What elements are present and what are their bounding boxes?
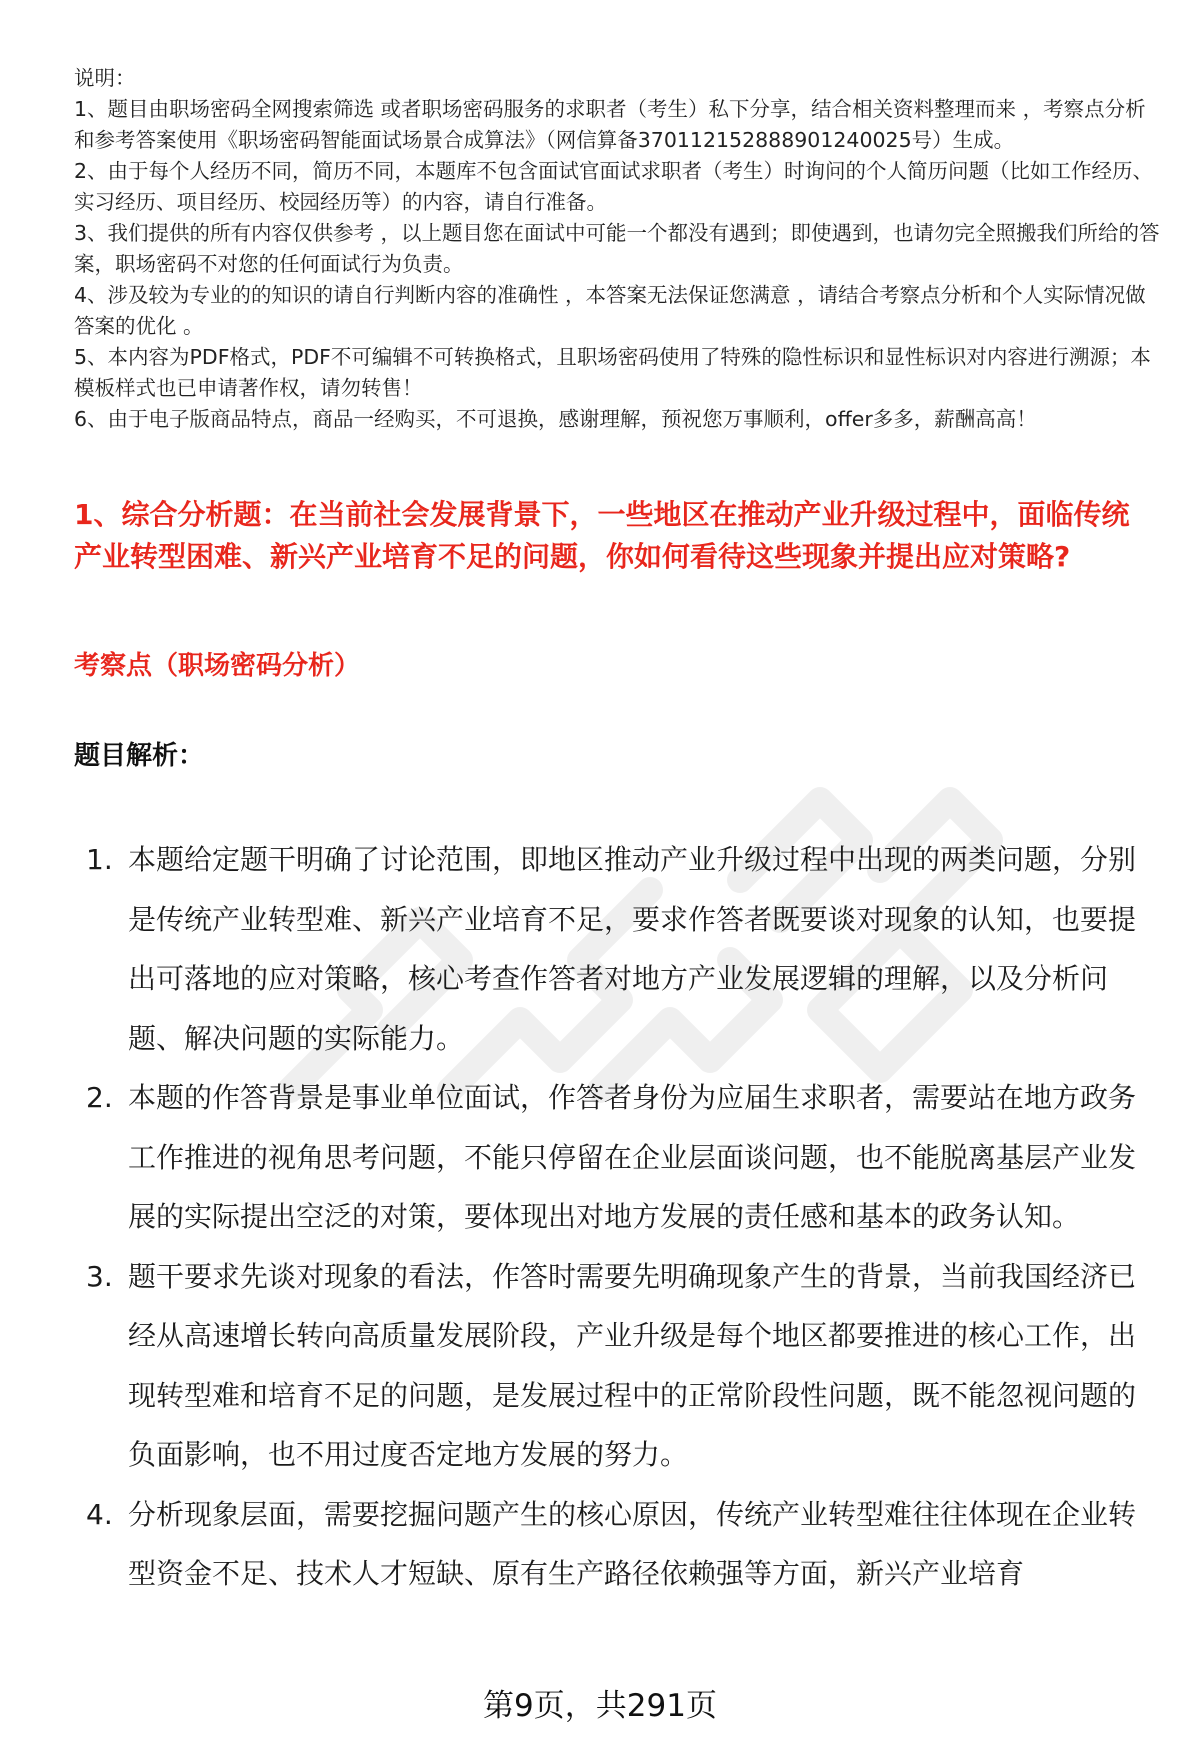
analysis-list — [74, 830, 1154, 1604]
list-item — [74, 1068, 1154, 1247]
list-item-number: 4. — [86, 1497, 113, 1531]
notes-item: 2、由于每个人经历不同，简历不同，本题库不包含面试官面试求职者（考生）时询问的个人简历问题（比如工作经历、实习经历、项目经历、校园经历等）的内容，请自行准备。 — [74, 159, 1154, 214]
notes-item: 3、我们提供的所有内容仅供参考 ，以上题目您在面试中可能一个都没有遇到；即使遇到，也请勿完全照搬我们所给的答案，职场密码不对您的任何面试行为负责。 — [74, 221, 1160, 276]
notes-item: 6、由于电子版商品特点，商品一经购买，不可退换，感谢理解，预祝您万事顺利，offer多多，薪酬高高！ — [74, 407, 1037, 431]
question-title: 1、综合分析题：在当前社会发展背景下，一些地区在推动产业升级过程中，面临传统产业转型困难、新兴产业培育不足的问题，你如何看待这些现象并提出应对策略? — [74, 498, 1130, 573]
list-item — [74, 1247, 1154, 1485]
notes-section — [74, 63, 1164, 435]
list-item — [74, 830, 1154, 1068]
list-item-text: 题干要求先谈对现象的看法，作答时需要先明确现象产生的背景，当前我国经济已经从高速增长转向高质量发展阶段，产业升级是每个地区都要推进的核心工作，出现转型难和培育不足的问题，是发展过程中的正常阶段性问题，既不能忽视问题的负面影响，也不用过度否定地方发展的努力。 — [128, 1259, 1137, 1471]
notes-heading: 说明： — [74, 66, 136, 90]
kaochadian-title: 考察点（职场密码分析） — [74, 651, 361, 681]
notes-item: 4、涉及较为专业的的知识的请自行判断内容的准确性 ，本答案无法保证您满意 ，请结合考察点分析和个人实际情况做答案的优化 。 — [74, 283, 1146, 338]
notes-item: 1、题目由职场密码全网搜索筛选 或者职场密码服务的求职者（考生）私下分享，结合相关资料整理而来 ，考察点分析和参考答案使用《职场密码智能面试场景合成算法》（网信算备370112152888901240025号）生成。 — [74, 97, 1146, 152]
analysis-title: 题目解析： — [74, 741, 205, 771]
list-item-text: 分析现象层面，需要挖掘问题产生的核心原因，传统产业转型难往往体现在企业转型资金不足、技术人才短缺、原有生产路径依赖强等方面，新兴产业培育 — [128, 1497, 1137, 1590]
notes-item: 5、本内容为PDF格式，PDF不可编辑不可转换格式，且职场密码使用了特殊的隐性标识和显性标识对内容进行溯源；本模板样式也已申请著作权，请勿转售！ — [74, 345, 1151, 400]
list-item-number: 1. — [86, 843, 113, 876]
list-item — [74, 1485, 1154, 1604]
list-item-number: 3. — [86, 1259, 113, 1293]
list-item-number: 2. — [86, 1081, 113, 1114]
list-item-text: 本题的作答背景是事业单位面试，作答者身份为应届生求职者，需要站在地方政务工作推进的视角思考问题，不能只停留在企业层面谈问题，也不能脱离基层产业发展的实际提出空泛的对策，要体现出对地方发展的责任感和基本的政务认知。 — [128, 1081, 1137, 1233]
list-item-text: 本题给定题干明确了讨论范围，即地区推动产业升级过程中出现的两类问题，分别是传统产业转型难、新兴产业培育不足，要求作答者既要谈对现象的认知，也要提出可落地的应对策略，核心考查作答者对地方产业发展逻辑的理解，以及分析问题、解决问题的实际能力。 — [128, 843, 1137, 1055]
page-number: 第9页，共291页 — [483, 1688, 717, 1724]
